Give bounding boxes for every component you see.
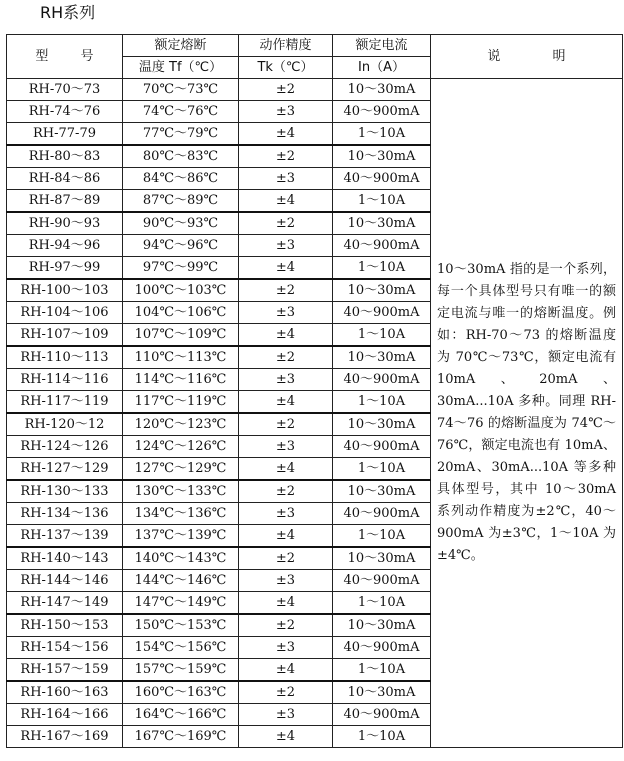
temp-cell: 94℃～96℃ <box>123 235 239 257</box>
current-cell: 40～900mA <box>333 168 431 190</box>
accuracy-cell: ±2 <box>239 480 333 503</box>
header-model-label: 型 号 <box>35 49 108 64</box>
accuracy-cell: ±3 <box>239 101 333 123</box>
temp-cell: 154℃～156℃ <box>123 637 239 659</box>
model-cell: RH-94～96 <box>7 235 123 257</box>
accuracy-cell: ±3 <box>239 503 333 525</box>
rh-series-table <box>6 34 623 748</box>
model-cell: RH-124～126 <box>7 436 123 458</box>
model-cell: RH-140～143 <box>7 547 123 570</box>
accuracy-cell: ±3 <box>239 704 333 726</box>
accuracy-cell: ±4 <box>239 458 333 481</box>
accuracy-cell: ±2 <box>239 413 333 436</box>
accuracy-cell: ±2 <box>239 212 333 235</box>
temp-cell: 87℃～89℃ <box>123 190 239 213</box>
accuracy-cell: ±4 <box>239 123 333 146</box>
header-accuracy-line2: Tk（℃） <box>239 57 333 79</box>
model-cell: RH-137～139 <box>7 525 123 548</box>
accuracy-cell: ±2 <box>239 614 333 637</box>
model-cell: RH-97～99 <box>7 257 123 280</box>
temp-cell: 74℃～76℃ <box>123 101 239 123</box>
current-cell: 10～30mA <box>333 547 431 570</box>
current-cell: 40～900mA <box>333 436 431 458</box>
current-cell: 40～900mA <box>333 302 431 324</box>
model-cell: RH-114～116 <box>7 369 123 391</box>
header-current-line1: 额定电流 <box>333 35 431 57</box>
temp-cell: 150℃～153℃ <box>123 614 239 637</box>
accuracy-cell: ±2 <box>239 79 333 101</box>
model-cell: RH-164～166 <box>7 704 123 726</box>
temp-cell: 164℃～166℃ <box>123 704 239 726</box>
model-cell: RH-70～73 <box>7 79 123 101</box>
temp-cell: 160℃～163℃ <box>123 681 239 704</box>
temp-cell: 137℃～139℃ <box>123 525 239 548</box>
current-cell: 10～30mA <box>333 346 431 369</box>
model-cell: RH-110～113 <box>7 346 123 369</box>
current-cell: 10～30mA <box>333 681 431 704</box>
current-cell: 40～900mA <box>333 369 431 391</box>
current-cell: 1～10A <box>333 525 431 548</box>
header-accuracy-line1: 动作精度 <box>239 35 333 57</box>
current-cell: 1～10A <box>333 458 431 481</box>
accuracy-cell: ±4 <box>239 257 333 280</box>
current-cell: 1～10A <box>333 659 431 682</box>
current-cell: 40～900mA <box>333 570 431 592</box>
current-cell: 10～30mA <box>333 480 431 503</box>
model-cell: RH-117～119 <box>7 391 123 414</box>
accuracy-cell: ±4 <box>239 525 333 548</box>
accuracy-cell: ±2 <box>239 279 333 302</box>
accuracy-cell: ±3 <box>239 436 333 458</box>
accuracy-cell: ±3 <box>239 637 333 659</box>
current-cell: 10～30mA <box>333 79 431 101</box>
accuracy-cell: ±4 <box>239 726 333 748</box>
current-cell: 10～30mA <box>333 145 431 168</box>
header-temp-line2: 温度 Tf（℃） <box>123 57 239 79</box>
accuracy-cell: ±3 <box>239 369 333 391</box>
current-cell: 10～30mA <box>333 279 431 302</box>
model-cell: RH-134～136 <box>7 503 123 525</box>
current-cell: 10～30mA <box>333 212 431 235</box>
temp-cell: 167℃～169℃ <box>123 726 239 748</box>
current-cell: 40～900mA <box>333 704 431 726</box>
model-cell: RH-120～12 <box>7 413 123 436</box>
accuracy-cell: ±2 <box>239 145 333 168</box>
accuracy-cell: ±2 <box>239 346 333 369</box>
current-cell: 1～10A <box>333 123 431 146</box>
temp-cell: 104℃～106℃ <box>123 302 239 324</box>
current-cell: 1～10A <box>333 391 431 414</box>
model-cell: RH-160～163 <box>7 681 123 704</box>
current-cell: 40～900mA <box>333 235 431 257</box>
accuracy-cell: ±2 <box>239 547 333 570</box>
accuracy-cell: ±3 <box>239 302 333 324</box>
model-cell: RH-154～156 <box>7 637 123 659</box>
table-body <box>7 79 623 748</box>
temp-cell: 130℃～133℃ <box>123 480 239 503</box>
current-cell: 1～10A <box>333 257 431 280</box>
temp-cell: 144℃～146℃ <box>123 570 239 592</box>
description-cell <box>431 79 623 748</box>
temp-cell: 157℃～159℃ <box>123 659 239 682</box>
page-title: RH系列 <box>40 3 96 22</box>
temp-cell: 117℃～119℃ <box>123 391 239 414</box>
temp-cell: 147℃～149℃ <box>123 592 239 615</box>
model-cell: RH-130～133 <box>7 480 123 503</box>
model-cell: RH-87～89 <box>7 190 123 213</box>
accuracy-cell: ±4 <box>239 324 333 347</box>
temp-cell: 107℃～109℃ <box>123 324 239 347</box>
header-current-line2: In（A） <box>333 57 431 79</box>
accuracy-cell: ±3 <box>239 235 333 257</box>
temp-cell: 120℃～123℃ <box>123 413 239 436</box>
model-cell: RH-104～106 <box>7 302 123 324</box>
current-cell: 1～10A <box>333 190 431 213</box>
accuracy-cell: ±3 <box>239 168 333 190</box>
current-cell: 40～900mA <box>333 637 431 659</box>
description-text: 10～30mA 指的是一个系列，每一个具体型号只有唯一的额定电流与唯一的熔断温度。例如：RH-70～73 的熔断温度为 70℃～73℃，额定电流有 10mA、20mA、30mA...10A 多种。同理 RH-74～76 的熔断温度为 74℃～76℃，额定电流也有 10mA、20mA、30mA...10A 等多种具体型号，其中 10～30mA 系列动作精度为±2℃，40～900mA 为±3℃，1～10A 为±4℃。 <box>437 262 616 563</box>
current-cell: 40～900mA <box>333 503 431 525</box>
temp-cell: 140℃～143℃ <box>123 547 239 570</box>
model-cell: RH-107～109 <box>7 324 123 347</box>
model-cell: RH-74～76 <box>7 101 123 123</box>
accuracy-cell: ±2 <box>239 681 333 704</box>
temp-cell: 80℃～83℃ <box>123 145 239 168</box>
model-cell: RH-77-79 <box>7 123 123 146</box>
temp-cell: 90℃～93℃ <box>123 212 239 235</box>
current-cell: 10～30mA <box>333 614 431 637</box>
temp-cell: 77℃～79℃ <box>123 123 239 146</box>
model-cell: RH-80～83 <box>7 145 123 168</box>
temp-cell: 127℃～129℃ <box>123 458 239 481</box>
temp-cell: 97℃～99℃ <box>123 257 239 280</box>
accuracy-cell: ±4 <box>239 659 333 682</box>
model-cell: RH-144～146 <box>7 570 123 592</box>
header-description-label: 说 明 <box>487 49 590 64</box>
current-cell: 1～10A <box>333 592 431 615</box>
model-cell: RH-167～169 <box>7 726 123 748</box>
temp-cell: 114℃～116℃ <box>123 369 239 391</box>
header-model <box>7 35 123 79</box>
model-cell: RH-127～129 <box>7 458 123 481</box>
current-cell: 1～10A <box>333 324 431 347</box>
temp-cell: 124℃～126℃ <box>123 436 239 458</box>
model-cell: RH-84～86 <box>7 168 123 190</box>
header-description <box>431 35 623 79</box>
current-cell: 10～30mA <box>333 413 431 436</box>
accuracy-cell: ±4 <box>239 190 333 213</box>
accuracy-cell: ±4 <box>239 391 333 414</box>
model-cell: RH-150～153 <box>7 614 123 637</box>
current-cell: 1～10A <box>333 726 431 748</box>
model-cell: RH-147～149 <box>7 592 123 615</box>
temp-cell: 110℃～113℃ <box>123 346 239 369</box>
temp-cell: 70℃～73℃ <box>123 79 239 101</box>
table-row <box>7 79 623 101</box>
current-cell: 40～900mA <box>333 101 431 123</box>
model-cell: RH-157～159 <box>7 659 123 682</box>
temp-cell: 134℃～136℃ <box>123 503 239 525</box>
model-cell: RH-100～103 <box>7 279 123 302</box>
model-cell: RH-90～93 <box>7 212 123 235</box>
accuracy-cell: ±3 <box>239 570 333 592</box>
accuracy-cell: ±4 <box>239 592 333 615</box>
header-temp-line1: 额定熔断 <box>123 35 239 57</box>
temp-cell: 84℃～86℃ <box>123 168 239 190</box>
temp-cell: 100℃～103℃ <box>123 279 239 302</box>
